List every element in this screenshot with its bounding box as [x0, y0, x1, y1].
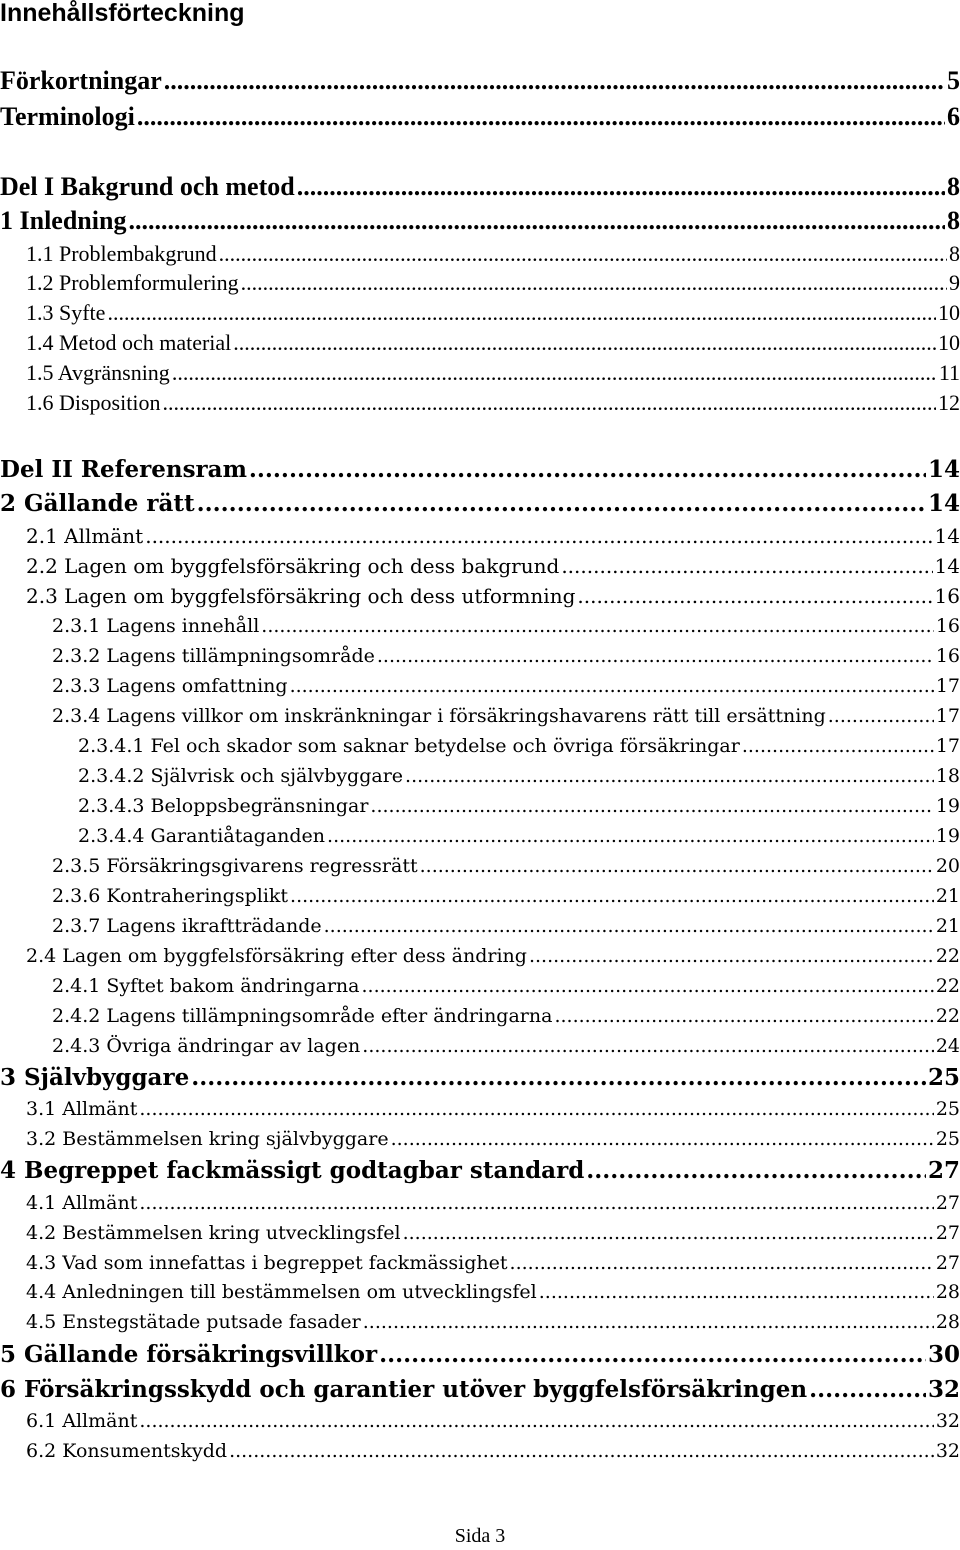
toc-entry-page: 14: [934, 554, 960, 578]
toc-entry-label: 4.2 Bestämmelsen kring utvecklingsfel: [26, 1222, 401, 1244]
toc-entry-page: 22: [935, 945, 960, 967]
toc-leader: [809, 1375, 926, 1405]
toc-leader: [197, 489, 926, 519]
toc-entry[interactable]: [26, 1219, 960, 1247]
toc-entry-page: 27: [935, 1252, 960, 1274]
toc-entry-page: 27: [935, 1192, 960, 1214]
toc-entry[interactable]: [26, 1125, 960, 1153]
toc-leader: [172, 359, 937, 387]
toc-entry[interactable]: [78, 762, 960, 790]
toc-entry-page: 11: [938, 360, 960, 385]
toc-leader: [324, 912, 934, 940]
toc-leader: [363, 1308, 934, 1336]
toc-entry-label: 2.3.4.1 Fel och skador som saknar betydelse och övriga försäkringar: [78, 735, 740, 757]
toc-leader: [139, 1095, 933, 1123]
toc-entry-label: 3.2 Bestämmelsen kring självbyggare: [26, 1128, 389, 1150]
toc-entry-page: 17: [935, 705, 960, 727]
toc-entry-label: 2.3 Lagen om byggfelsförsäkring och dess utformning: [26, 584, 576, 608]
toc-entry-page: 28: [935, 1281, 960, 1303]
toc-leader: [219, 240, 947, 268]
toc-entry[interactable]: [26, 1437, 960, 1465]
toc-entry-page: 21: [935, 885, 960, 907]
toc-entry[interactable]: [78, 822, 960, 850]
toc-entry-label: Förkortningar: [0, 66, 162, 95]
toc-entry[interactable]: [0, 172, 960, 202]
toc-entry-label: 2 Gällande rätt: [0, 490, 195, 517]
toc-entry[interactable]: [52, 642, 960, 670]
toc-entry[interactable]: [26, 522, 960, 550]
toc-leader: [742, 732, 934, 760]
toc-entry-page: 25: [935, 1128, 960, 1150]
toc-entry-label: 1 Inledning: [0, 206, 127, 235]
toc-leader: [391, 1125, 934, 1153]
toc-leader: [420, 852, 934, 880]
toc-leader: [128, 206, 945, 236]
toc-leader: [191, 1063, 926, 1093]
toc-entry[interactable]: [52, 852, 960, 880]
toc-entry[interactable]: [26, 1189, 960, 1217]
toc-entry-page: 16: [935, 645, 960, 667]
toc-entry[interactable]: [52, 1032, 960, 1060]
toc-entry-label: 6.2 Konsumentskydd: [26, 1440, 228, 1462]
toc-entry-label: 2.3.5 Försäkringsgivarens regressrätt: [52, 855, 418, 877]
toc-entry-label: 1.5 Avgränsning: [26, 360, 170, 385]
toc-entry-label: 1.2 Problemformulering: [26, 270, 239, 295]
toc-entry-page: 32: [935, 1410, 960, 1432]
toc-entry[interactable]: [52, 672, 960, 700]
toc-leader: [229, 1437, 934, 1465]
toc-entry-page: 14: [927, 490, 960, 517]
toc-entry[interactable]: [52, 702, 960, 730]
toc-entry-label: 2.4.3 Övriga ändringar av lagen: [52, 1035, 361, 1057]
toc-entry-label: 2.4.2 Lagens tillämpningsområde efter ändringarna: [52, 1005, 553, 1027]
toc-entry-page: 10: [938, 330, 960, 355]
toc-leader: [362, 1032, 934, 1060]
toc-leader: [377, 642, 934, 670]
toc-entry-label: 6 Försäkringsskydd och garantier utöver byggfelsförsäkringen: [0, 1376, 808, 1403]
toc-entry-page: 14: [934, 524, 960, 548]
toc-entry-label: 2.3.4 Lagens villkor om inskränkningar i försäkringshavarens rätt till ersättning: [52, 705, 826, 727]
toc-leader: [145, 522, 932, 550]
toc-entry-page: 19: [935, 825, 960, 847]
toc-entry-page: 30: [927, 1341, 960, 1368]
toc-leader: [139, 1189, 933, 1217]
toc-entry[interactable]: [26, 942, 960, 970]
toc-entry[interactable]: [0, 206, 960, 236]
toc-entry[interactable]: [26, 1249, 960, 1277]
toc-leader: [290, 672, 934, 700]
toc-leader: [586, 1156, 926, 1186]
toc-leader: [137, 102, 945, 132]
toc-entry-page: 14: [927, 456, 960, 483]
toc-entry-label: 4.5 Enstegstätade putsade fasader: [26, 1311, 361, 1333]
toc-entry-page: 16: [934, 584, 960, 608]
toc-entry-page: 32: [935, 1440, 960, 1462]
toc-entry-page: 22: [935, 1005, 960, 1027]
toc-entry-page: 25: [927, 1064, 960, 1091]
toc-entry[interactable]: [26, 1407, 960, 1435]
toc-entry[interactable]: [0, 66, 960, 96]
toc-entry-page: 8: [947, 172, 960, 201]
toc-entry-page: 16: [935, 615, 960, 637]
toc-entry-label: 1.6 Disposition: [26, 390, 161, 415]
toc-entry[interactable]: [0, 1340, 960, 1370]
toc-entry[interactable]: [52, 1002, 960, 1030]
toc-leader: [828, 702, 934, 730]
toc-leader: [241, 269, 947, 297]
toc-leader: [529, 942, 934, 970]
toc-leader: [139, 1407, 933, 1435]
toc-entry[interactable]: [26, 299, 960, 327]
toc-entry-label: 6.1 Allmänt: [26, 1410, 138, 1432]
toc-entry-page: 27: [935, 1222, 960, 1244]
toc-entry-page: 8: [949, 241, 960, 266]
toc-leader: [164, 66, 945, 96]
toc-leader: [107, 299, 936, 327]
toc-entry-label: 1.3 Syfte: [26, 300, 106, 325]
toc-entry-label: Del I Bakgrund och metod: [0, 172, 295, 201]
toc-entry[interactable]: [0, 1156, 960, 1186]
toc-entry-label: 4.3 Vad som innefattas i begreppet fackmässighet: [26, 1252, 508, 1274]
toc-entry[interactable]: [26, 359, 960, 387]
toc-entry-page: 10: [938, 300, 960, 325]
toc-entry[interactable]: [52, 882, 960, 910]
toc-entry-page: 24: [935, 1035, 960, 1057]
toc-leader: [577, 582, 932, 610]
toc-entry[interactable]: [26, 552, 960, 580]
toc-entry-label: 2.3.1 Lagens innehåll: [52, 615, 260, 637]
toc-entry-page: 17: [935, 735, 960, 757]
toc-entry-label: 1.4 Metod och material: [26, 330, 232, 355]
toc-entry-label: Terminologi: [0, 102, 135, 131]
toc-entry[interactable]: [0, 1375, 960, 1405]
toc-entry-label: 2.3.7 Lagens ikraftträdande: [52, 915, 322, 937]
toc-entry-label: 2.3.3 Lagens omfattning: [52, 675, 288, 697]
toc-entry-page: 19: [935, 795, 960, 817]
toc-entry-page: 28: [935, 1311, 960, 1333]
toc-entry-page: 27: [927, 1157, 960, 1184]
toc-leader: [510, 1249, 934, 1277]
toc-leader: [249, 455, 926, 485]
toc-entry-label: 2.2 Lagen om byggfelsförsäkring och dess bakgrund: [26, 554, 560, 578]
toc-leader: [297, 172, 945, 202]
toc-leader: [327, 822, 934, 850]
toc-entry-label: 2.4 Lagen om byggfelsförsäkring efter dess ändring: [26, 945, 527, 967]
toc-entry[interactable]: [0, 455, 960, 485]
toc-entry[interactable]: [26, 1095, 960, 1123]
toc-entry-label: 2.3.6 Kontraheringsplikt: [52, 885, 289, 907]
page-footer: Sida 3: [454, 1525, 506, 1547]
toc-entry-label: 2.4.1 Syftet bakom ändringarna: [52, 975, 360, 997]
toc-leader: [405, 762, 934, 790]
toc-entry-label: 5 Gällande försäkringsvillkor: [0, 1341, 378, 1368]
toc-entry-page: 6: [947, 102, 960, 131]
toc-entry-page: 32: [927, 1376, 960, 1403]
toc-entry-label: 4.4 Anledningen till bestämmelsen om utvecklingsfel: [26, 1281, 537, 1303]
toc-entry[interactable]: [0, 102, 960, 132]
toc-entry[interactable]: [78, 792, 960, 820]
toc-leader: [561, 552, 932, 580]
toc-entry[interactable]: [26, 1308, 960, 1336]
toc-leader: [370, 792, 933, 820]
toc-entry-page: 12: [938, 390, 960, 415]
toc-entry[interactable]: [78, 732, 960, 760]
toc-leader: [233, 329, 936, 357]
toc-entry[interactable]: [0, 1063, 960, 1093]
toc-entry[interactable]: [26, 582, 960, 610]
toc-leader: [290, 882, 934, 910]
toc-entry[interactable]: [26, 1278, 960, 1306]
toc-entry-label: 3 Självbyggare: [0, 1064, 190, 1091]
toc-leader: [554, 1002, 933, 1030]
toc-entry-page: 22: [935, 975, 960, 997]
toc-entry-page: 9: [949, 270, 960, 295]
toc-entry-label: Del II Referensram: [0, 456, 247, 483]
toc-entry-label: 3.1 Allmänt: [26, 1098, 138, 1120]
toc-entry-label: 2.1 Allmänt: [26, 524, 144, 548]
toc-entry[interactable]: [52, 612, 960, 640]
toc-entry-label: 2.3.4.2 Självrisk och självbyggare: [78, 765, 404, 787]
toc-entry-page: 5: [947, 66, 960, 95]
toc-entry[interactable]: [52, 912, 960, 940]
toc-entry[interactable]: [26, 240, 960, 268]
toc-entry-page: 8: [947, 206, 960, 235]
toc-entry[interactable]: [26, 329, 960, 357]
toc-leader: [403, 1219, 934, 1247]
toc-entry-label: 4.1 Allmänt: [26, 1192, 138, 1214]
toc-leader: [539, 1278, 934, 1306]
toc-entry-label: 2.3.4.4 Garantiåtaganden: [78, 825, 326, 847]
toc-entry[interactable]: [26, 269, 960, 297]
toc-leader: [261, 612, 934, 640]
toc-entry[interactable]: [26, 389, 960, 417]
toc-entry-page: 18: [935, 765, 960, 787]
toc-entry-page: 20: [935, 855, 960, 877]
toc-entry[interactable]: [52, 972, 960, 1000]
toc-entry-label: 1.1 Problembakgrund: [26, 241, 217, 266]
toc-leader: [361, 972, 933, 1000]
page-title: Innehållsförteckning: [0, 0, 245, 27]
toc-entry-page: 17: [935, 675, 960, 697]
toc-entry[interactable]: [0, 489, 960, 519]
toc-leader: [379, 1340, 926, 1370]
toc-leader: [162, 389, 936, 417]
toc-entry-label: 2.3.2 Lagens tillämpningsområde: [52, 645, 375, 667]
toc-entry-label: 4 Begreppet fackmässigt godtagbar standard: [0, 1157, 585, 1184]
toc-entry-page: 25: [935, 1098, 960, 1120]
toc-entry-page: 21: [935, 915, 960, 937]
toc-entry-label: 2.3.4.3 Beloppsbegränsningar: [78, 795, 369, 817]
